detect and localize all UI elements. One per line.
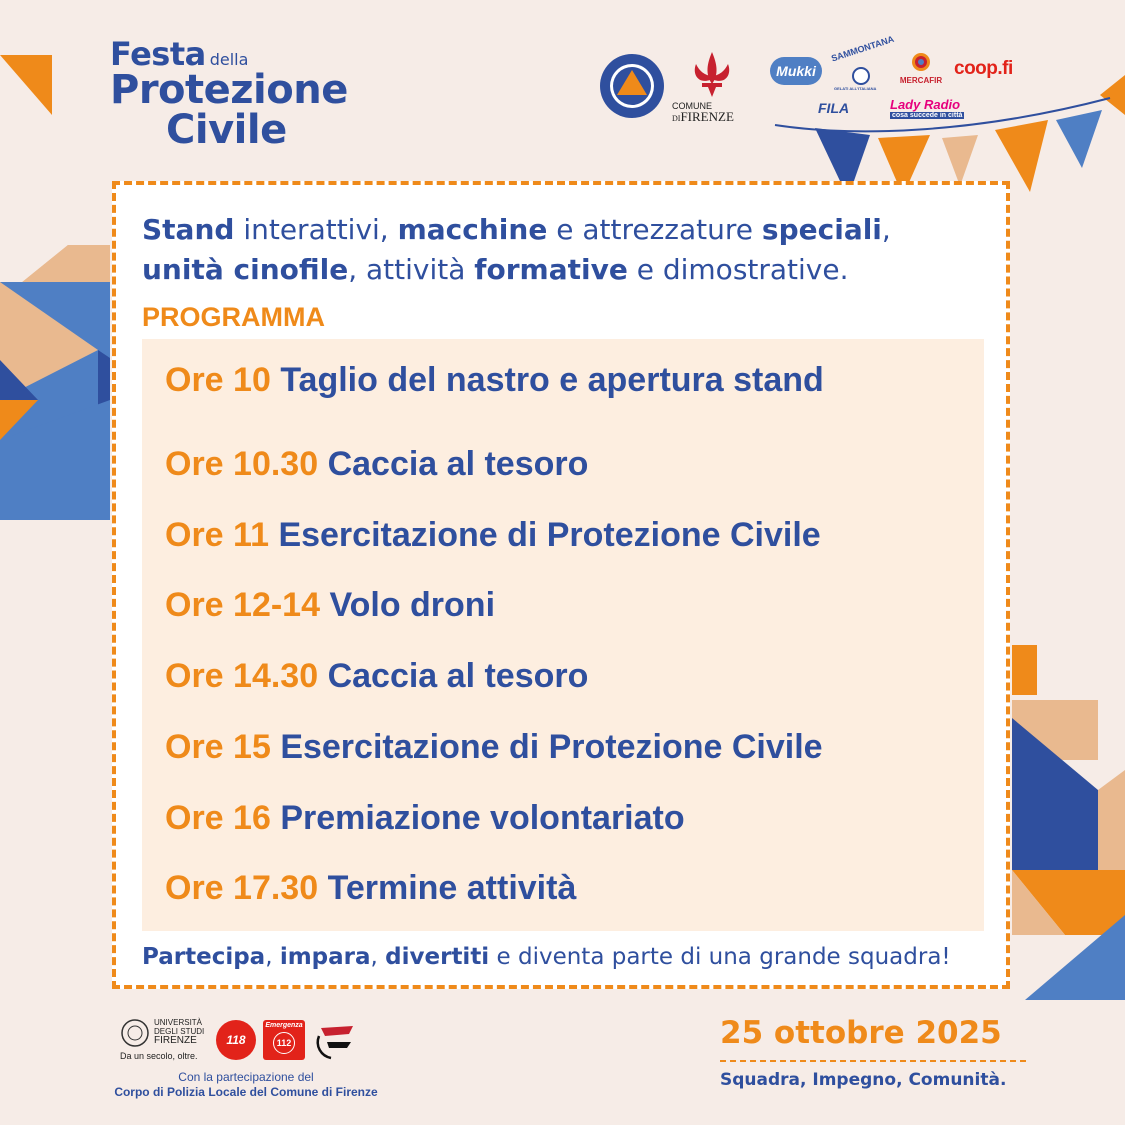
title-civile: Civile	[166, 107, 287, 153]
firenze-label: FIRENZE	[680, 109, 734, 124]
outro-text-2: ,	[370, 944, 386, 970]
title-festa: Festa	[110, 35, 206, 73]
intro-unita-cinofile: unità cinofile	[142, 253, 349, 286]
label-118: 118	[226, 1033, 246, 1047]
partner-line1: Con la partecipazione del	[178, 1070, 314, 1084]
intro-text-3: ,	[881, 213, 891, 246]
intro-text-2: e attrezzature	[547, 213, 762, 246]
schedule-desc: Termine attività	[327, 869, 577, 907]
giglio-icon	[672, 50, 752, 98]
programma-heading: PROGRAMMA	[142, 302, 325, 332]
schedule-desc: Premiazione volontariato	[280, 799, 685, 837]
intro-text-4: , attività	[348, 253, 475, 286]
coop-logo: coop.fi	[954, 58, 1013, 79]
university-seal-icon	[120, 1018, 150, 1048]
outro-text-3: e diventa parte di una grande squadra!	[489, 944, 951, 970]
intro-text-5: e dimostrative.	[627, 253, 849, 286]
flag-emblem-icon	[313, 1020, 359, 1062]
unifi-logo	[120, 1018, 210, 1061]
schedule-desc: Esercitazione di Protezione Civile	[280, 728, 823, 766]
mukki-label: Mukki	[776, 63, 816, 79]
title-della: della	[209, 50, 249, 69]
event-date: 25 ottobre 2025	[720, 1015, 1002, 1051]
lady-radio-sub: cosa succede in città	[892, 112, 963, 119]
title-protezione: Protezione	[110, 67, 348, 113]
schedule-item	[165, 799, 685, 838]
logo-118	[216, 1020, 256, 1060]
schedule-item	[165, 869, 576, 908]
event-tagline: Squadra, Impegno, Comunità.	[720, 1070, 1007, 1090]
unifi-line1: UNIVERSITÀ	[154, 1018, 203, 1027]
closing-text	[142, 944, 951, 970]
schedule-time: Ore 17.30	[165, 869, 319, 907]
mukki-logo	[770, 57, 822, 85]
mercafir-logo	[896, 52, 946, 92]
schedule-time: Ore 10.30	[165, 445, 319, 483]
schedule-item	[165, 445, 588, 484]
schedule-desc: Volo droni	[329, 586, 496, 624]
schedule-item	[165, 586, 495, 625]
unifi-line2: DEGLI STUDI	[154, 1027, 205, 1036]
schedule-time: Ore 12-14	[165, 586, 320, 624]
event-title	[110, 35, 348, 153]
sammontana-label: SAMMONTANA	[830, 33, 896, 64]
intro-text	[142, 210, 984, 290]
unifi-line3: FIRENZE	[154, 1035, 197, 1046]
schedule-time: Ore 14.30	[165, 657, 319, 695]
intro-speciali: speciali	[761, 213, 882, 246]
label-emergenza: Emergenza	[265, 1022, 303, 1029]
outro-partecipa: Partecipa	[142, 944, 266, 970]
comune-di-label: DI	[672, 114, 681, 123]
schedule-time: Ore 10	[165, 361, 271, 399]
schedule-time: Ore 16	[165, 799, 271, 837]
schedule-box	[142, 339, 984, 931]
logo-emergenza-112	[263, 1020, 305, 1060]
schedule-time: Ore 15	[165, 728, 271, 766]
protezione-civile-logo	[598, 52, 666, 120]
lady-radio-label: Lady Radio	[890, 97, 961, 112]
lady-radio-logo	[890, 97, 964, 119]
intro-stand: Stand	[142, 213, 235, 246]
intro-text-1: interattivi,	[234, 213, 398, 246]
schedule-item	[165, 361, 824, 400]
schedule-item	[165, 516, 821, 555]
intro-formative: formative	[474, 253, 628, 286]
mercafir-label: MERCAFIR	[899, 76, 943, 85]
intro-macchine: macchine	[397, 213, 548, 246]
label-112: 112	[273, 1032, 295, 1054]
outro-text-1: ,	[265, 944, 280, 970]
schedule-item	[165, 657, 588, 696]
outro-divertiti: divertiti	[385, 944, 490, 970]
schedule-desc: Taglio del nastro e apertura stand	[280, 361, 824, 399]
partner-line2: Corpo di Polizia Locale del Comune di Firenze	[114, 1085, 378, 1099]
comune-firenze-logo	[672, 50, 752, 122]
sammontana-sub: GELATI ALL'ITALIANA	[834, 86, 877, 91]
comune-label: COMUNE	[672, 101, 712, 111]
date-divider	[720, 1060, 1026, 1062]
schedule-desc: Caccia al tesoro	[327, 657, 589, 695]
unifi-motto: Da un secolo, oltre.	[120, 1051, 198, 1061]
schedule-desc: Caccia al tesoro	[327, 445, 589, 483]
schedule-desc: Esercitazione di Protezione Civile	[278, 516, 821, 554]
schedule-item	[165, 728, 823, 767]
sammontana-logo	[830, 33, 896, 94]
partner-credit	[96, 1070, 396, 1100]
schedule-time: Ore 11	[165, 516, 269, 554]
outro-impara: impara	[279, 944, 371, 970]
fila-label: FILA	[818, 100, 850, 116]
fila-logo	[818, 100, 849, 116]
